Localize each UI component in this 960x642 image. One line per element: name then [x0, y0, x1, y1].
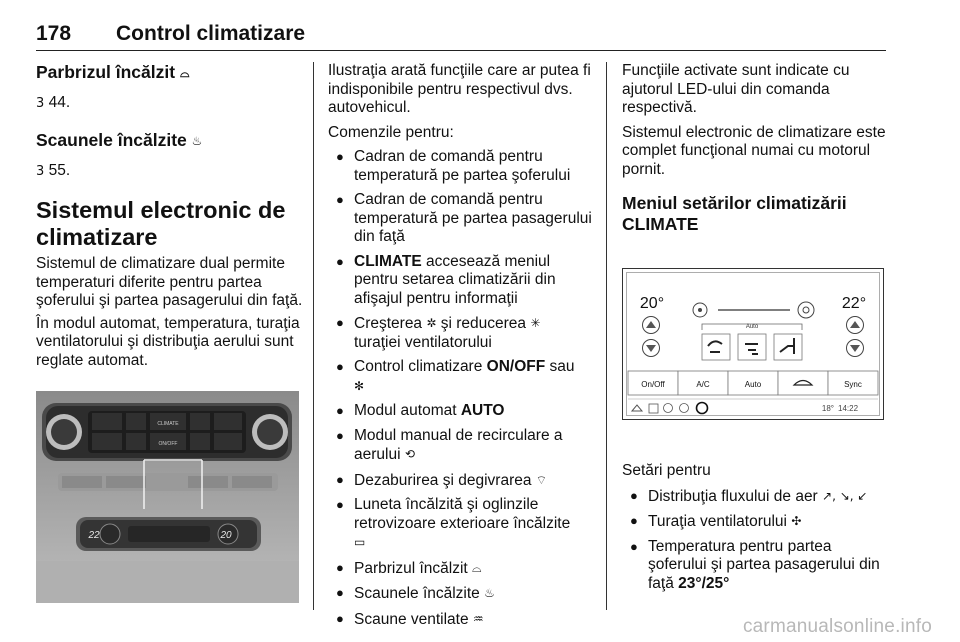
screen-left-temp: 20° — [639, 295, 665, 312]
sync-button-label: Sync — [844, 380, 862, 389]
page-title: Control climatizare — [116, 22, 306, 45]
column-2 — [328, 62, 598, 629]
ventilated-seat-icon: ♒ — [472, 611, 484, 626]
fan-decrease-icon: ✳ — [530, 316, 541, 330]
section-heading: Sistemul electronic de climatizare — [36, 197, 286, 250]
list-item: ● Cadran de comandă pentru temperatură pe partea şoferului — [328, 148, 598, 185]
photo-right-temp: 20 — [220, 530, 232, 541]
reference-arrow-icon: 3 — [36, 163, 45, 179]
recirculation-button — [778, 371, 828, 395]
air-distribution-icons: ↗, ↘, ↙ — [822, 488, 868, 503]
list-item: ● Cadran de comandă pentru temperatură pe partea pasagerului din faţă — [328, 191, 598, 247]
auto-label: Auto — [745, 324, 759, 330]
settings-label: Setări pentru — [622, 462, 711, 479]
rear-window-heat-icon: ▭ — [354, 535, 366, 549]
menu-heading: Meniul setărilor climatizării CLIMATE — [622, 193, 847, 234]
windscreen-heading: Parbrizul încălzit ⌓ — [36, 62, 190, 82]
list-item: ● CLIMATE accesează meniul pentru setarea climatizării din afişajul pentru informaţii — [328, 253, 598, 309]
paragraph: Sistemul de climatizare dual permite temperaturi diferite pentru partea şoferului şi partea pasagerului din faţă. — [36, 255, 303, 309]
heated-windscreen-icon: ⌓ — [472, 560, 482, 575]
status-temp: 18° — [821, 404, 834, 413]
column-divider-1 — [313, 62, 314, 610]
list-item: ● Control climatizare ON/OFF sau ✻ — [328, 358, 598, 396]
screen-right-temp: 22° — [841, 295, 867, 312]
reference-arrow-icon: 3 — [36, 96, 45, 111]
list-item: ● Scaune ventilate ♒ — [328, 610, 598, 630]
heated-seat-icon: ♨ — [484, 586, 495, 600]
column-3 — [622, 62, 886, 235]
heated-windscreen-icon: ⌓ — [179, 66, 190, 80]
column-3-lower — [622, 462, 886, 593]
auto-button-label: Auto — [744, 380, 762, 389]
page-header — [36, 20, 886, 51]
seats-heading: Scaunele încălzite ♨ — [36, 129, 203, 150]
paragraph: Ilustraţia arată funcţiile care ar putea fi indisponibile pentru respectivul dvs. autovehicul. — [328, 62, 591, 116]
list-item: ● Parbrizul încălzit ⌓ — [328, 559, 598, 579]
column-1 — [36, 62, 304, 370]
column-divider-2 — [606, 62, 607, 610]
list-item: ● Dezaburirea şi degivrarea ⌔ — [328, 471, 598, 491]
control-panel-photo — [36, 391, 299, 603]
ac-button-label: A/C — [696, 380, 710, 389]
list-item: ● Temperatura pentru partea şoferului şi partea pasagerului din faţă 23°/25° — [622, 538, 886, 594]
fan-increase-icon: ✲ — [426, 316, 437, 330]
heated-seat-icon: ♨ — [191, 133, 203, 148]
photo-left-temp: 22 — [88, 530, 100, 541]
controls-label: Comenzile pentru: — [328, 123, 454, 141]
list-item: ● Modul manual de recirculare a aerului ⟲ — [328, 427, 598, 465]
list-item: ● Modul automat AUTO — [328, 402, 598, 421]
onoff-button-label: ON/OFF — [158, 441, 178, 447]
air-distribution-feet-button — [774, 334, 802, 360]
screen-button-row — [628, 371, 878, 395]
page-number: 178 — [36, 22, 72, 45]
list-item: ● Turaţia ventilatorului ✣ — [622, 512, 886, 532]
defrost-icon: ⌔ — [535, 472, 548, 487]
list-item: ● Luneta încălzită şi oglinzile retrovizoare exterioare încălzite ▭ — [328, 496, 598, 553]
paragraph: Funcţiile activate sunt indicate cu ajutorul LED-ului din comanda respectivă. — [622, 62, 850, 116]
recirculation-icon: ⟲ — [404, 447, 415, 461]
fan-off-icon: ✻ — [354, 378, 365, 393]
seats-reference: 3 55. — [36, 161, 71, 179]
status-time: 14:22 — [838, 404, 859, 413]
list-item: ● Distribuţia fluxului de aer ↗, ↘, ↙ — [622, 487, 886, 507]
air-distribution-windscreen-button — [702, 334, 730, 360]
list-item: ● Creşterea ✲ şi reducerea ✳ turaţiei ventilatorului — [328, 314, 598, 352]
watermark: carmanualsonline.info — [742, 616, 932, 637]
fan-speed-icon: ✣ — [791, 514, 802, 528]
paragraph: În modul automat, temperatura, turaţia ventilatorului şi distribuţia aerului sunt reglate automat. — [36, 314, 300, 369]
onoff-button-label: On/Off — [641, 380, 665, 389]
climate-button-label: CLIMATE — [157, 421, 179, 427]
paragraph: Sistemul electronic de climatizare este complet funcţional numai cu motorul pornit. — [622, 123, 886, 178]
windscreen-reference: 3 44. — [36, 94, 71, 111]
air-distribution-face-button — [738, 334, 766, 360]
list-item: ● Scaunele încălzite ♨ — [328, 584, 598, 604]
climate-screen-illustration — [622, 268, 884, 420]
